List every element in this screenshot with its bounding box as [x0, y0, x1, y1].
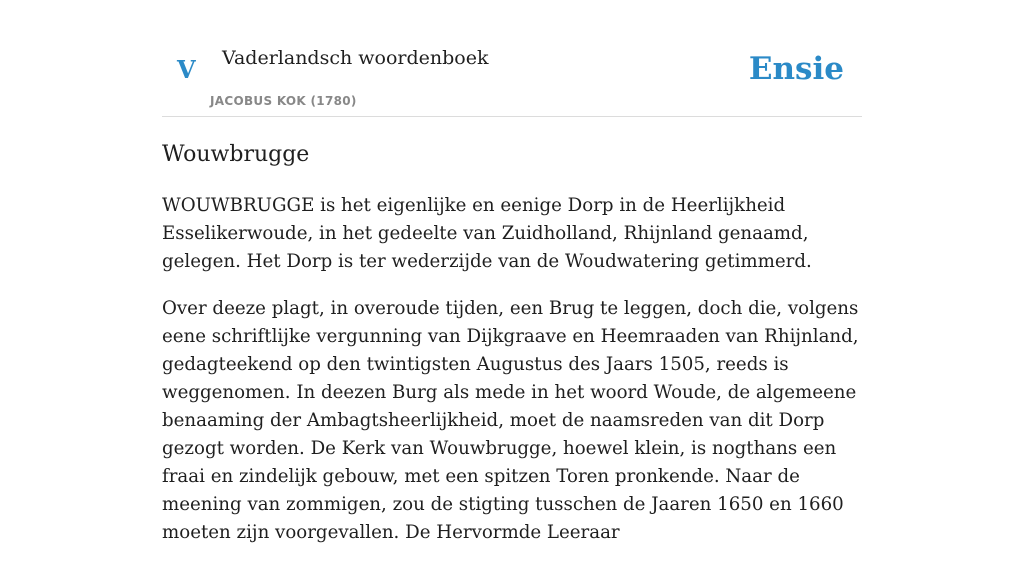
entry-body — [162, 192, 862, 566]
entry-paragraph: Over deeze plagt, in overoude tijden, een Brug te leggen, doch die, volgens eene schriftlijke vergunning van Dijkgraave en Heemraaden van Rhijnland, gedagteekend op den twintigsten Augustus des Jaars 1505, reeds is weggenomen. In deezen Burg als mede in het woord Woude, de algemeene benaaming der Ambagtsheerlijkheid, moet de naamsreden van dit Dorp gezogt worden. De Kerk van Wouwbrugge, hoewel klein, is nogthans een fraai en zindelijk gebouw, met een spitzen Toren pronkende. Naar de meening van zommigen, zou de stigting tusschen de Jaaren 1650 en 1660 moeten zijn voorgevallen. De Hervormde Leeraar — [162, 298, 859, 543]
header — [162, 0, 862, 117]
entry-paragraph: WOUWBRUGGE is het eigenlijke en eenige Dorp in de Heerlijkheid Esselikerwoude, in het gedeelte van Zuidholland, Rhijnland genaamd, gelegen. Het Dorp is ter wederzijde van de Woudwatering getimmerd. — [162, 195, 812, 272]
site-logo[interactable]: Ensie — [748, 51, 844, 87]
source-letter-badge[interactable]: V — [177, 55, 196, 84]
entry-title: Wouwbrugge — [162, 142, 310, 167]
source-author: JACOBUS KOK (1780) — [210, 94, 357, 108]
source-title-link[interactable]: Vaderlandsch woordenboek — [222, 47, 489, 69]
page — [162, 0, 862, 543]
